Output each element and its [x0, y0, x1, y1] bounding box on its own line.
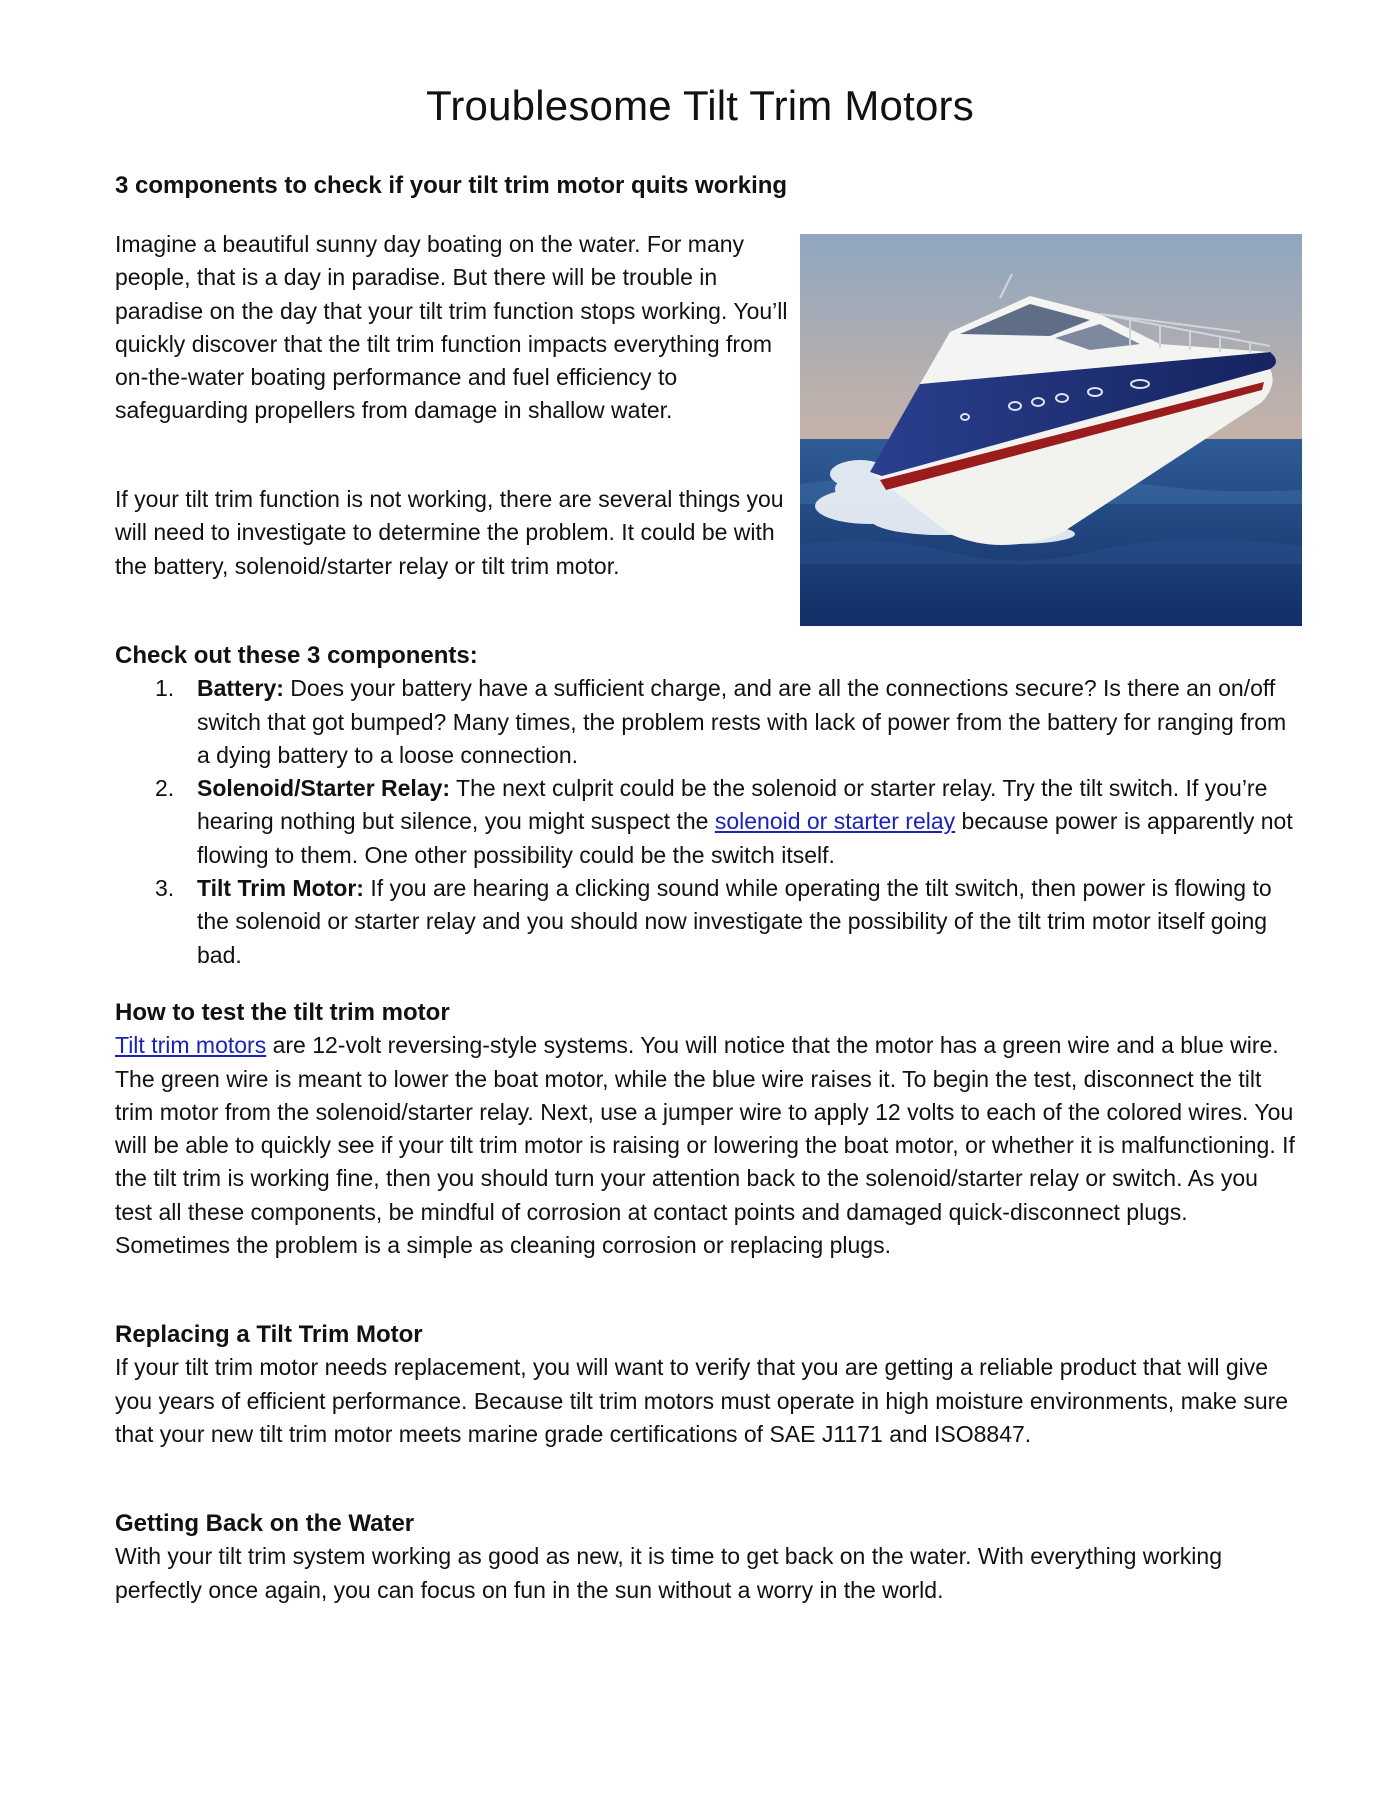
item-text: If you are hearing a clicking sound while operating the tilt switch, then power is flowing to the solenoid or starter relay and you should now investigate the possibility of the tilt trim motor itself going bad. — [197, 875, 1272, 968]
item-text: The next culprit could be the solenoid or starter relay. Try the tilt switch. If you’re hearing nothing but silence, you might suspect the — [197, 775, 1268, 835]
item-label: Battery: — [197, 675, 284, 702]
replace-section — [115, 1318, 1295, 1451]
components-section — [115, 639, 1295, 972]
list-number: 2. — [155, 775, 175, 802]
boat-image — [800, 234, 1302, 626]
components-list — [115, 672, 1295, 972]
list-item-battery — [115, 672, 1295, 772]
item-text: because power is apparently not flowing to them. One other possibility could be the switch itself. — [197, 808, 1293, 868]
subtitle: 3 components to check if your tilt trim motor quits working — [115, 172, 788, 199]
test-paragraph — [115, 1029, 1295, 1262]
test-section — [115, 996, 1295, 1262]
test-heading: How to test the tilt trim motor — [115, 999, 450, 1026]
test-text: are 12-volt reversing-style systems. You will notice that the motor has a green wire and a blue wire. The green wire is meant to lower the boat motor, while the blue wire raises it. To begin the test, disconnect the tilt trim motor from the solenoid/starter relay. Next, use a jumper wire to apply 12 volts to each of the colored wires. You will be able to quickly see if your tilt trim motor is raising or lowering the boat motor, or whether it is malfunctioning. If the tilt trim is working fine, then you should turn your attention back to the solenoid/starter relay or switch. As you test all these components, be mindful of corrosion at contact points and damaged quick-disconnect plugs. Sometimes the problem is a simple as cleaning corrosion or replacing plugs. — [115, 1032, 1295, 1259]
list-item-tilt-trim-motor — [115, 872, 1295, 972]
list-number: 1. — [155, 675, 175, 702]
back-paragraph: With your tilt trim system working as good as new, it is time to get back on the water. With everything working perfectly once again, you can focus on fun in the sun without a worry in the world. — [115, 1543, 1222, 1603]
list-number: 3. — [155, 875, 175, 902]
item-label: Tilt Trim Motor: — [197, 875, 364, 902]
item-label: Solenoid/Starter Relay: — [197, 775, 451, 802]
components-heading: Check out these 3 components: — [115, 642, 478, 669]
list-item-solenoid — [115, 772, 1295, 872]
intro-paragraph-1: Imagine a beautiful sunny day boating on the water. For many people, that is a day in paradise. But there will be trouble in paradise on the day that your tilt trim function stops working. You’ll quickly discover that the tilt trim function impacts everything from on-the-water boating performance and fuel efficiency to safeguarding propellers from damage in shallow water. — [115, 231, 788, 424]
back-heading: Getting Back on the Water — [115, 1510, 415, 1537]
item-text: Does your battery have a sufficient charge, and are all the connections secure? Is there an on/off switch that got bumped? Many times, the problem rests with lack of power from the battery for ranging from a dying battery to a loose connection. — [197, 675, 1287, 768]
tilt-trim-motors-link[interactable]: Tilt trim motors — [115, 1032, 267, 1059]
solenoid-relay-link[interactable]: solenoid or starter relay — [714, 808, 956, 835]
intro-paragraph-2: If your tilt trim function is not working, there are several things you will need to investigate to determine the problem. It could be with the battery, solenoid/starter relay or tilt trim motor. — [115, 486, 784, 579]
document-title: Troublesome Tilt Trim Motors — [426, 82, 974, 129]
replace-heading: Replacing a Tilt Trim Motor — [115, 1321, 423, 1348]
replace-paragraph: If your tilt trim motor needs replacement, you will want to verify that you are getting a reliable product that will give you years of efficient performance. Because tilt trim motors must operate in high moisture environments, make sure that your new tilt trim motor meets marine grade certifications of SAE J1171 and ISO8847. — [115, 1354, 1289, 1447]
back-on-water-section — [115, 1507, 1295, 1607]
